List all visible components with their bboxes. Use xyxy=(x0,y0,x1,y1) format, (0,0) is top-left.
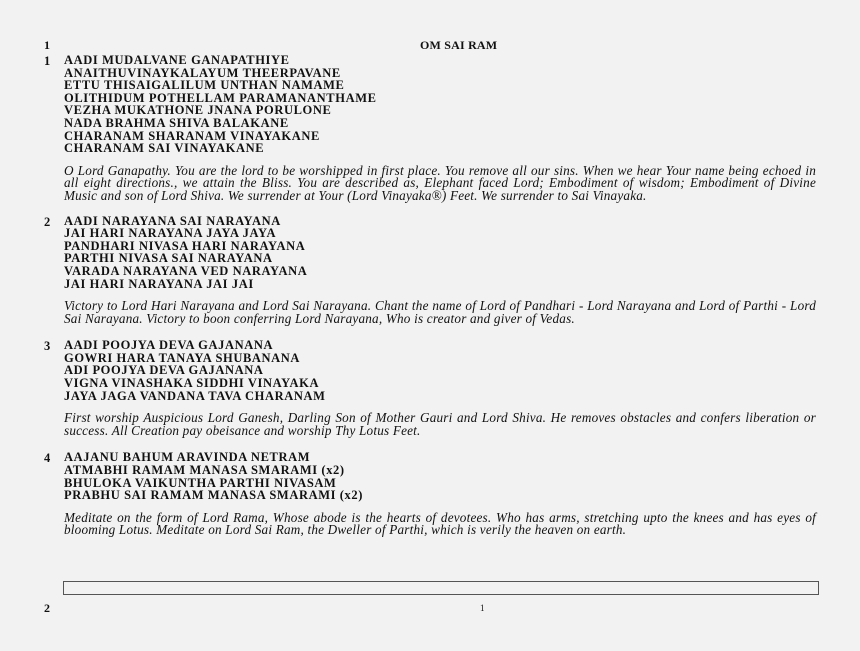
empty-text-box xyxy=(63,581,819,595)
footer-number: 2 xyxy=(44,601,50,615)
song-meaning: O Lord Ganapathy. You are the lord to be worshipped in first place. You remove all our sins. When we hear Your name being echoed in all eight directions., we attain the Bliss. You are described as, Elephant faced Lord; Embodiment of wisdom; Embodiment of Divine Music and son of Lord Shiva. We surrender at Your (Lord Vinayaka®) Feet. We surrender to Sai Vinayaka. xyxy=(64,162,816,203)
song-meaning: Meditate on the form of Lord Rama, Whose abode is the hearts of devotees. Who has arms, stretching upto the knees and has eyes of blooming Lotus. Meditate on Lord Sai Ram, the Dweller of Parthi, which is verily the heaven on earth. xyxy=(64,509,816,538)
lyric-line: JAI HARI NARAYANA JAI JAI xyxy=(64,276,254,291)
lyric-line: ETTU THISAIGALILUM UNTHAN NAMAME xyxy=(64,78,345,93)
lyric-line: VEZHA MUKATHONE JNANA PORULONE xyxy=(64,103,332,118)
song-lyrics xyxy=(64,215,816,291)
lyric-line: PANDHARI NIVASA HARI NARAYANA xyxy=(64,238,306,253)
lyric-line: PRABHU SAI RAMAM MANASA SMARAMI (x2) xyxy=(64,488,364,503)
lyric-line: ATMABHI RAMAM MANASA SMARAMI (x2) xyxy=(64,463,345,478)
song-1 xyxy=(44,54,816,203)
lyric-line: VARADA NARAYANA VED NARAYANA xyxy=(64,263,308,278)
songs-list xyxy=(44,54,816,537)
header-page-number: 1 xyxy=(44,38,50,52)
song-meaning: First worship Auspicious Lord Ganesh, Darling Son of Mother Gauri and Lord Shiva. He removes obstacles and confers liberation or success. All Creation pay obeisance and worship Thy Lotus Feet. xyxy=(64,410,816,438)
lyric-line: ADI POOJYA DEVA GAJANANA xyxy=(64,363,264,378)
lyric-line: VIGNA VINASHAKA SIDDHI VINAYAKA xyxy=(64,376,320,391)
lyric-line: AADI NARAYANA SAI NARAYANA xyxy=(64,213,281,228)
song-number: 3 xyxy=(44,339,51,354)
song-lyrics xyxy=(64,54,816,155)
lyric-line: ANAITHUVINAYKALAYUM THEERPAVANE xyxy=(64,65,341,80)
lyric-line: OLITHIDUM POTHELLAM PARAMANANTHAME xyxy=(64,90,377,105)
page-title: OM SAI RAM xyxy=(420,38,498,52)
song-meaning: Victory to Lord Hari Narayana and Lord Sai Narayana. Chant the name of Lord of Pandhari - Lord Narayana and Lord of Parthi - Lord Sai Narayana. Victory to boon conferring Lord Narayana, Who is creator and giver of Vedas. xyxy=(64,298,816,326)
lyric-line: NADA BRAHMA SHIVA BALAKANE xyxy=(64,115,289,130)
song-4 xyxy=(44,451,816,537)
lyric-line: PARTHI NIVASA SAI NARAYANA xyxy=(64,251,273,266)
lyric-line: AADI POOJYA DEVA GAJANANA xyxy=(64,338,274,353)
song-number: 1 xyxy=(44,54,51,68)
song-2 xyxy=(44,215,816,326)
lyric-line: AADI MUDALVANE GANAPATHIYE xyxy=(64,53,290,67)
song-number: 4 xyxy=(44,451,51,466)
song-lyrics xyxy=(64,339,816,402)
lyric-line: JAI HARI NARAYANA JAYA JAYA xyxy=(64,226,277,241)
song-3 xyxy=(44,339,816,437)
lyric-line: CHARANAM SAI VINAYAKANE xyxy=(64,141,265,156)
lyric-line: AAJANU BAHUM ARAVINDA NETRAM xyxy=(64,450,311,465)
lyric-line: JAYA JAGA VANDANA TAVA CHARANAM xyxy=(64,388,326,403)
song-lyrics xyxy=(64,451,816,501)
song-number: 2 xyxy=(44,214,51,229)
lyric-line: BHULOKA VAIKUNTHA PARTHI NIVASAM xyxy=(64,475,337,490)
lyric-line: CHARANAM SHARANAM VINAYAKANE xyxy=(64,128,320,143)
footer-page-marker: 1 xyxy=(480,603,485,613)
lyric-line: GOWRI HARA TANAYA SHUBANANA xyxy=(64,350,301,365)
